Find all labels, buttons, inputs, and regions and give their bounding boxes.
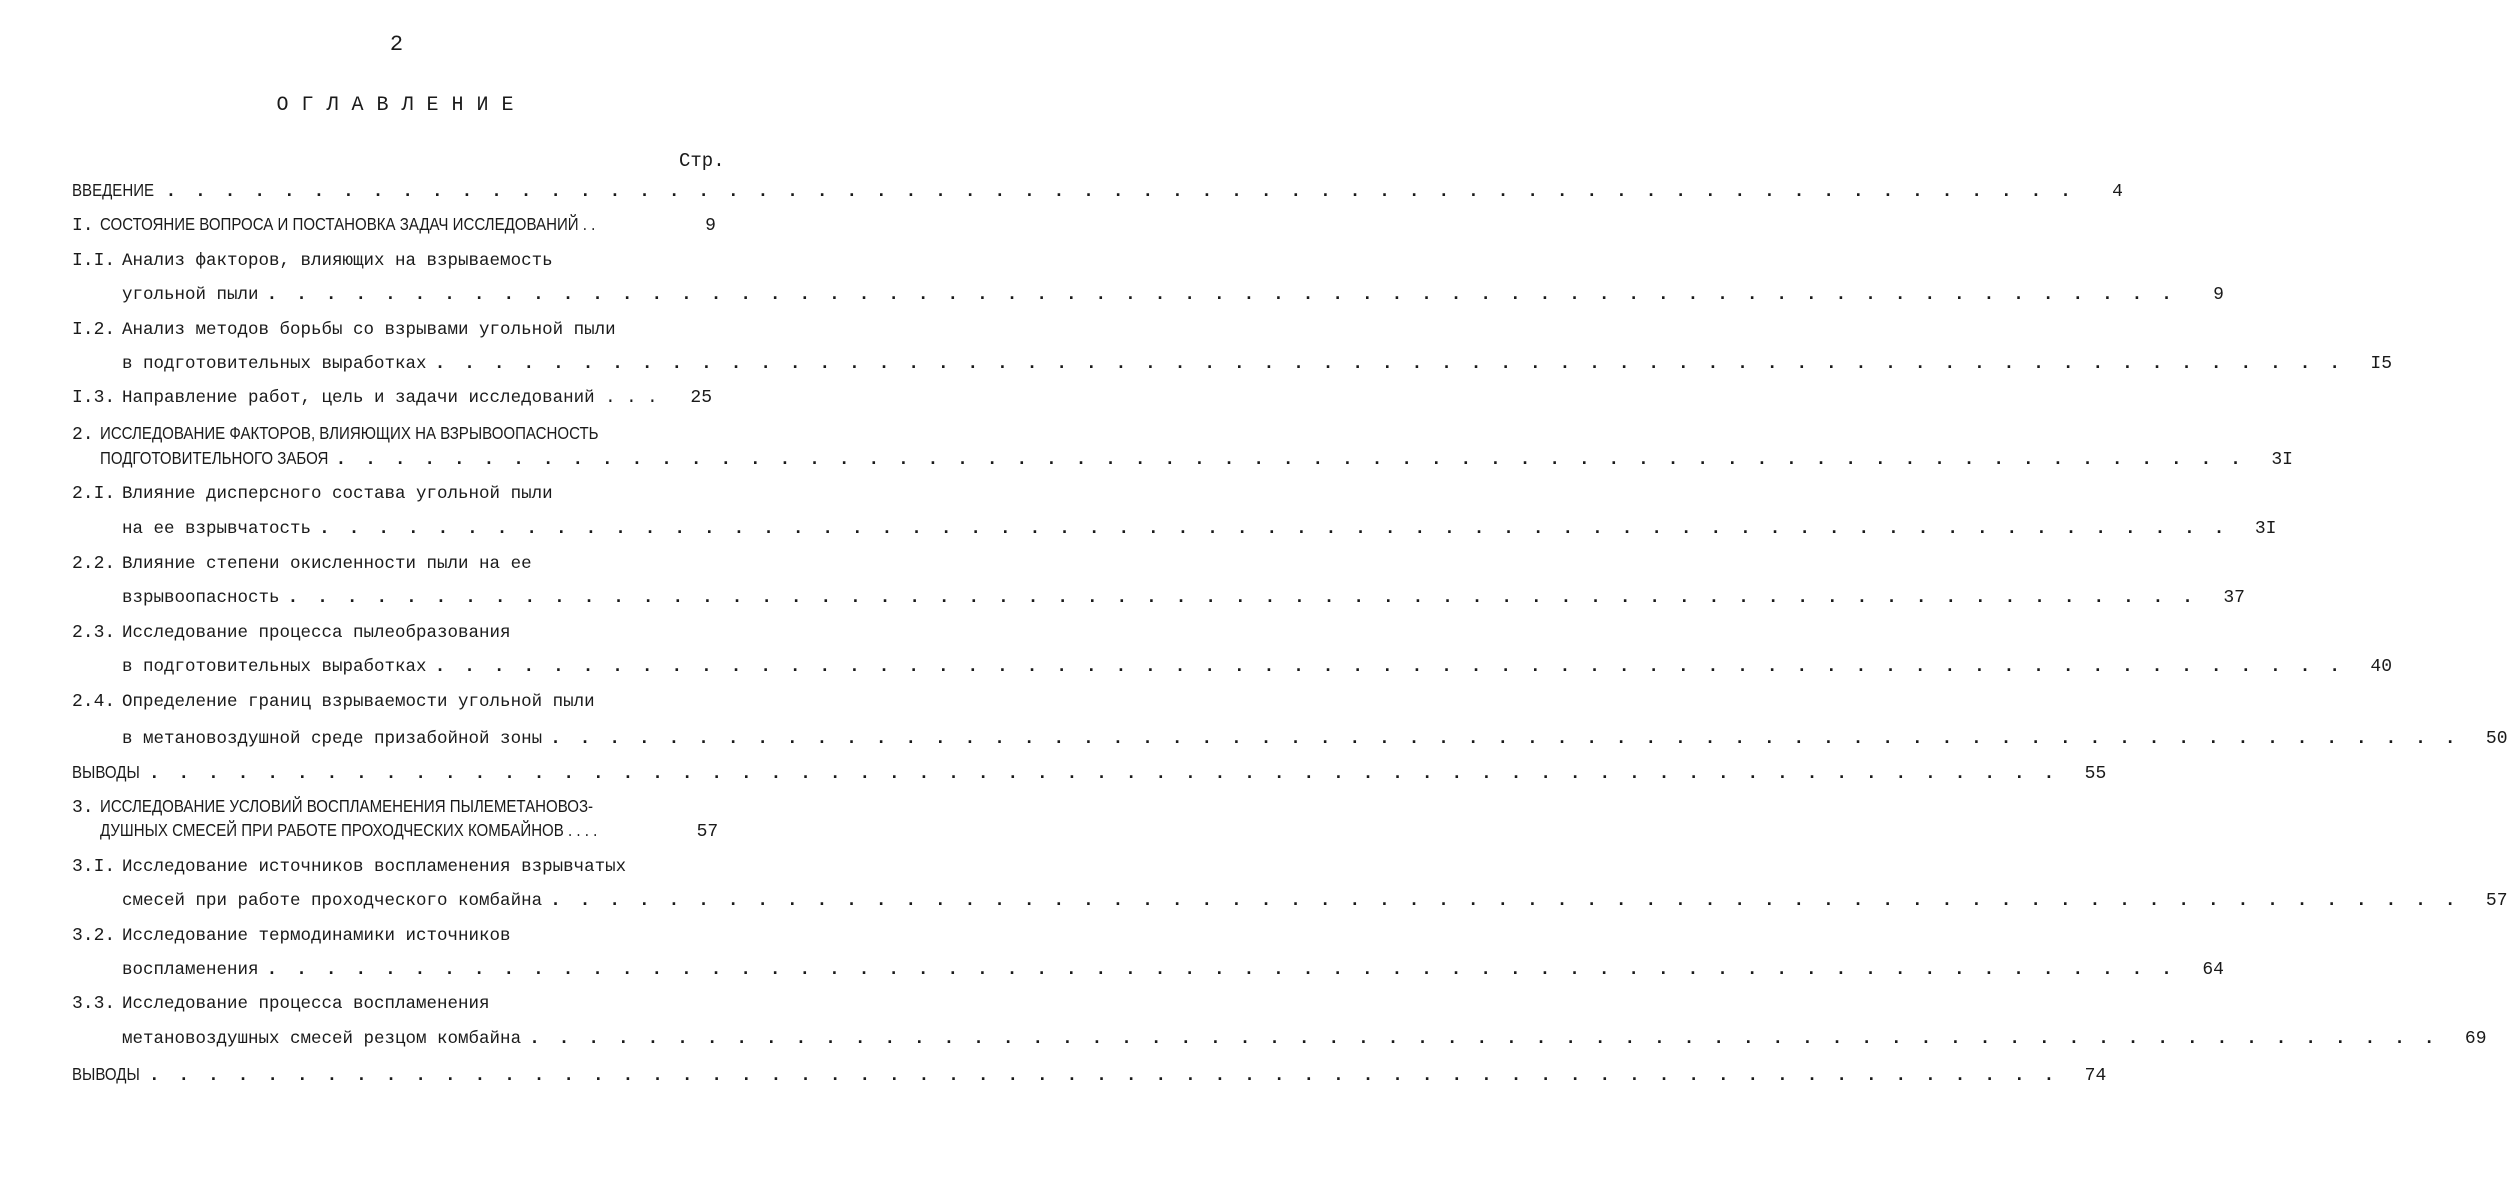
toc-entry-page: 37 <box>2223 588 2245 608</box>
toc-entry-number: 2.I. <box>72 484 116 504</box>
toc-entry-text: Исследование источников воспламенения взрывчатых <box>122 857 627 877</box>
toc-entry <box>72 484 712 512</box>
toc-entry <box>72 388 712 416</box>
toc-entry-page: 57 <box>2485 891 2508 911</box>
toc-entry <box>72 657 2392 685</box>
toc-entry-number: I.3. <box>72 388 116 408</box>
toc-entry <box>72 623 712 651</box>
toc-entry-number: I.I. <box>72 251 116 271</box>
page-number: 2 <box>389 32 404 57</box>
leader-dots: . . . . . . . . . . . . . . . . . . . . . . . . . . . . . . . . . . . . . . . . . . . . . . . . . . . . . . . . . . . . . . . . . <box>434 657 2344 677</box>
toc-entry-text: Исследование процесса воспламенения <box>122 994 490 1014</box>
toc-entry-text: Анализ методов борьбы со взрывами угольной пыли <box>122 320 616 340</box>
leader-dots: . . . . . . . . . . . . . . . . . . . . . . . . . . . . . . . . . . . . . . . . . . . . . . . . . . . . . . . . . . . . . . . . . <box>319 519 2229 539</box>
leader-dots: . . . . . . . . . . . . . . . . . . . . . . . . . . . . . . . . . . . . . . . . . . . . . . . . . . . . . . . . . . . . . . . . . <box>266 960 2176 980</box>
toc-entry-number: 2. <box>72 425 94 445</box>
toc-entry-page: 69 <box>2464 1029 2487 1049</box>
toc-entry-text: ИССЛЕДОВАНИЕ ФАКТОРОВ, ВЛИЯЮЩИХ НА ВЗРЫВООПАСНОСТЬ <box>100 423 599 443</box>
toc-entry <box>72 692 712 720</box>
toc-entry-number: 2.3. <box>72 623 116 643</box>
toc-entry-number: 2.2. <box>72 554 116 574</box>
toc-entry-text: ИССЛЕДОВАНИЕ УСЛОВИЙ ВОСПЛАМЕНЕНИЯ ПЫЛЕМЕТАНОВОЗ- <box>100 796 594 816</box>
toc-entry-number: 3. <box>72 798 94 818</box>
leader-dots: . . . . . . . . . . . . . . . . . . . . . . . . . . . . . . . . . . . . . . . . . . . . . . . . . . . . . . . . . . . . . . . . . <box>266 285 2176 305</box>
page-title: ОГЛАВЛЕНИЕ <box>276 94 527 117</box>
toc-entry-page: 3I <box>2271 450 2293 470</box>
toc-entry-text: СОСТОЯНИЕ ВОПРОСА И ПОСТАНОВКА ЗАДАЧ ИССЛЕДОВАНИЙ . . <box>100 214 596 234</box>
toc-entry-page: 25 <box>690 388 712 408</box>
toc-entry-text: Исследование термодинамики источников <box>122 926 511 946</box>
toc-entry-text: Направление работ, цель и задачи исследований . . . <box>122 388 658 408</box>
toc-entry-text: угольной пыли <box>122 285 259 305</box>
toc-entry <box>72 448 2293 476</box>
toc-entry <box>72 251 712 279</box>
toc-entry-text: взрывоопасность <box>122 588 280 608</box>
toc-entry-text: ВВЕДЕНИЕ <box>72 180 155 200</box>
leader-dots: . . . . . . . . . . . . . . . . . . . . . . . . . . . . . . . . . . . . . . . . . . . . . . . . . . . . . . . . . . . . . . . . . <box>287 588 2197 608</box>
toc-entry <box>72 554 712 582</box>
toc-entry <box>72 926 712 954</box>
toc-entry <box>72 285 2224 313</box>
toc-entry-text: на ее взрывчатость <box>122 519 312 539</box>
toc-entry <box>72 214 716 242</box>
toc-entry-text: ДУШНЫХ СМЕСЕЙ ПРИ РАБОТЕ ПРОХОДЧЕСКИХ КОМБАЙНОВ . . . . <box>100 820 598 840</box>
toc-entry <box>72 1064 2107 1092</box>
leader-dots: . . . . . . . . . . . . . . . . . . . . . . . . . . . . . . . . . . . . . . . . . . . . . . . . . . . . . . . . . . . . . . . . . <box>550 729 2460 749</box>
toc-entry-text: Определение границ взрываемости угольной пыли <box>122 692 595 712</box>
leader-dots: . . . . . . . . . . . . . . . . . . . . . . . . . . . . . . . . . . . . . . . . . . . . . . . . . . . . . . . . . . . . . . . . . <box>148 1066 2059 1086</box>
toc-entry-text: Влияние степени окисленности пыли на ее <box>122 554 532 574</box>
toc-entry-number: 3.I. <box>72 857 116 877</box>
toc-entry-text: Влияние дисперсного состава угольной пыли <box>122 484 553 504</box>
toc-entry-number: 3.2. <box>72 926 116 946</box>
toc-entry-page: 9 <box>705 216 716 236</box>
toc-entry-number: I. <box>72 216 94 236</box>
toc-entry <box>72 180 2123 208</box>
toc-entry-page: 3I <box>2254 519 2277 539</box>
toc-entry <box>72 354 2392 382</box>
toc-entry-text: метановоздушных смесей резцом комбайна <box>122 1029 522 1049</box>
toc-entry <box>72 588 2245 616</box>
toc-entry <box>72 762 2107 790</box>
toc-entry-number: 2.4. <box>72 692 116 712</box>
leader-dots: . . . . . . . . . . . . . . . . . . . . . . . . . . . . . . . . . . . . . . . . . . . . . . . . . . . . . . . . . . . . . . . . . <box>335 450 2245 470</box>
toc-entry-page: 55 <box>2084 764 2107 784</box>
toc-entry <box>72 519 2277 547</box>
toc-entry-text: в подготовительных выработках <box>122 657 427 677</box>
toc-entry-text: Исследование процесса пылеобразования <box>122 623 511 643</box>
toc-entry-page: 64 <box>2202 960 2224 980</box>
toc-entry-page: 4 <box>2112 182 2123 202</box>
toc-entry-text: ВЫВОДЫ <box>72 1064 140 1084</box>
toc-entry-text: воспламенения <box>122 960 259 980</box>
toc-entry-page: 9 <box>2213 285 2224 305</box>
toc-entry-number: 3.3. <box>72 994 116 1014</box>
toc-entry-number: I.2. <box>72 320 116 340</box>
toc-entry <box>72 891 2508 919</box>
leader-dots: . . . . . . . . . . . . . . . . . . . . . . . . . . . . . . . . . . . . . . . . . . . . . . . . . . . . . . . . . . . . . . . . . <box>434 354 2344 374</box>
toc-entry-page: I5 <box>2370 354 2392 374</box>
toc-entry <box>72 320 712 348</box>
toc-entry-text: ПОДГОТОВИТЕЛЬНОГО ЗАБОЯ <box>100 448 329 468</box>
toc-entry <box>72 820 719 848</box>
toc-entry-text: в подготовительных выработках <box>122 354 427 374</box>
toc-entry-page: 74 <box>2084 1066 2107 1086</box>
toc-entry-text: ВЫВОДЫ <box>72 762 140 782</box>
toc-entry-page: 50 <box>2485 729 2508 749</box>
leader-dots: . . . . . . . . . . . . . . . . . . . . . . . . . . . . . . . . . . . . . . . . . . . . . . . . . . . . . . . . . . . . . . . . . <box>148 764 2059 784</box>
toc-entry-page: 40 <box>2370 657 2392 677</box>
leader-dots: . . . . . . . . . . . . . . . . . . . . . . . . . . . . . . . . . . . . . . . . . . . . . . . . . . . . . . . . . . . . . . . . . <box>550 891 2460 911</box>
toc-entry <box>72 1029 2487 1057</box>
leader-dots: . . . . . . . . . . . . . . . . . . . . . . . . . . . . . . . . . . . . . . . . . . . . . . . . . . . . . . . . . . . . . . . . . <box>529 1029 2439 1049</box>
toc-entry-text: смесей при работе проходческого комбайна <box>122 891 543 911</box>
toc-entry-text: в метановоздушной среде призабойной зоны <box>122 729 543 749</box>
toc-entry <box>72 994 712 1022</box>
toc-entry-page: 57 <box>696 822 719 842</box>
toc-entry-text: Анализ факторов, влияющих на взрываемость <box>122 251 553 271</box>
toc-entry <box>72 423 712 451</box>
page-column-header: Стр. <box>679 150 725 172</box>
toc-entry <box>72 857 712 885</box>
leader-dots: . . . . . . . . . . . . . . . . . . . . . . . . . . . . . . . . . . . . . . . . . . . . . . . . . . . . . . . . . . . . . . . . . <box>165 182 2075 202</box>
toc-entry <box>72 729 2508 757</box>
toc-entry <box>72 960 2224 988</box>
